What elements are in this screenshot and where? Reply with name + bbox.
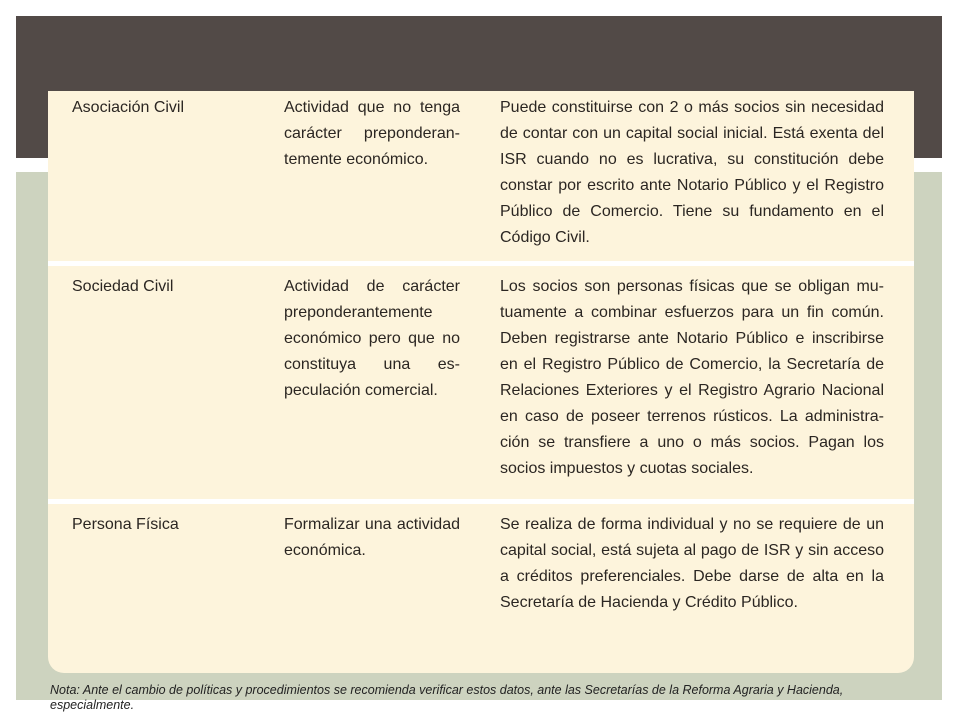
table-row [48, 504, 914, 673]
legal-entity-table [48, 91, 914, 673]
entity-type-cell: Persona Física [72, 516, 179, 533]
entity-type-cell: Asociación Civil [72, 99, 185, 116]
table-row [48, 266, 914, 499]
description-cell: Puede constituirse con 2 o más socios sin necesidad de contar con un capital social inicial. Está exenta del ISR cuando no es lucrativa, su constitución debe constar por escrito ante Notario Público y el Registro Público de Comercio. Tiene su fundamento en el Código Civil. [500, 99, 884, 246]
description-cell: Se realiza de forma individual y no se requiere de un capital social, está sujeta al pago de ISR y sin acceso a créditos preferenciales. Debe darse de alta en la Secretaría de Hacienda y Crédito Público. [500, 516, 884, 611]
table-row [48, 91, 914, 261]
activity-cell: Actividad que no tenga carácter preponderantemente económico. [284, 99, 460, 168]
activity-cell: Formalizar una actividad económica. [284, 516, 460, 559]
description-cell: Los socios son personas físicas que se obligan mutuamente a combinar esfuerzos para un fin común. Deben registrarse ante Notario Público e inscribirse en el Registro Público de Comercio, la Secretaría de Relaciones Exteriores y el Registro Agrario Nacional en caso de poseer terrenos rústicos. La administración se transfiere a uno o más socios. Pagan los socios impuestos y cuotas sociales. [500, 278, 884, 477]
entity-type-cell: Sociedad Civil [72, 278, 174, 295]
activity-cell: Actividad de carácter preponderantemente económico pero que no constituya una especulación comercial. [284, 278, 460, 399]
footnote: Nota: Ante el cambio de políticas y procedimientos se recomienda verificar estos datos, ante las Secretarías de la Reforma Agraria y Hacienda, especialmente. [50, 683, 844, 712]
